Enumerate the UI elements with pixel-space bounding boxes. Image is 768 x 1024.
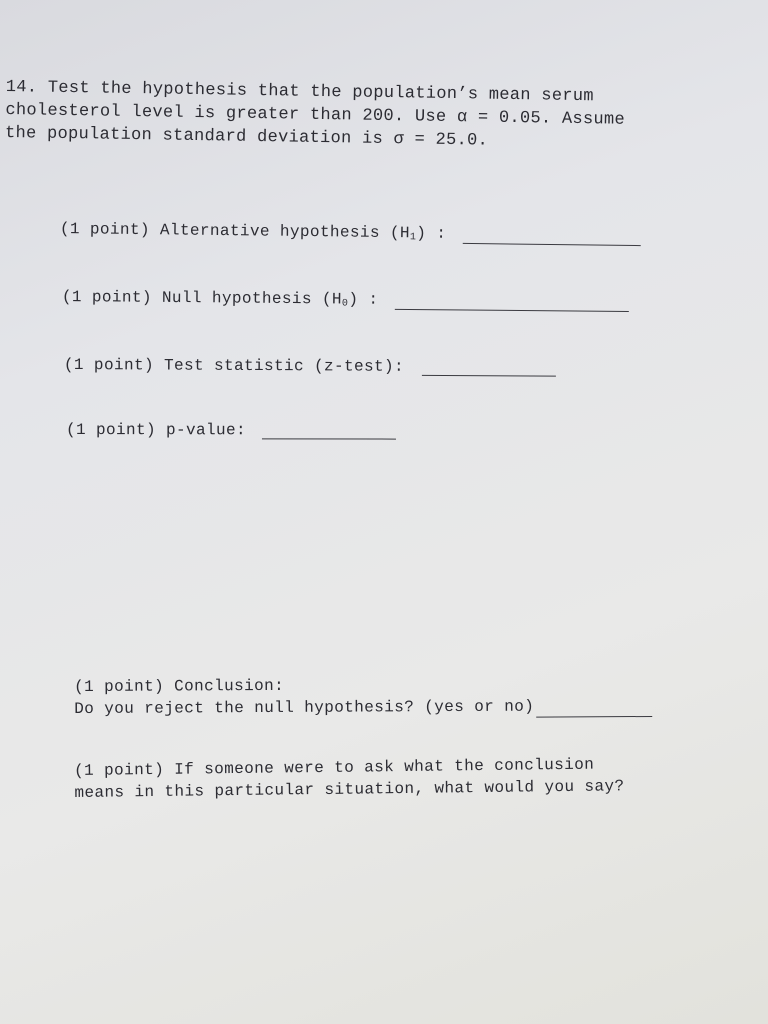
points-label: (1 point) [59, 220, 151, 240]
points-label: (1 point) [63, 356, 155, 375]
meaning-item [74, 753, 625, 804]
meaning-line-2: means in this particular situation, what would you say? [74, 777, 625, 802]
question-line-1: 14. Test the hypothesis that the population’s mean serum [5, 77, 594, 107]
points-label: (1 point) [65, 421, 157, 440]
alternative-hypothesis-item [60, 220, 641, 246]
points-label: (1 point) [61, 288, 153, 307]
alternative-hypothesis-answer-blank[interactable] [462, 242, 640, 246]
test-statistic-label: Test statistic (z-test): [163, 356, 405, 376]
question-prompt [5, 76, 711, 156]
question-line-3: the population standard deviation is σ = 25.0. [4, 123, 489, 151]
test-statistic-item [64, 356, 556, 377]
p-value-item [66, 421, 396, 440]
test-statistic-answer-blank[interactable] [422, 374, 556, 377]
null-hypothesis-item [62, 288, 629, 312]
null-hypothesis-label: Null hypothesis $(H_0)$ : [161, 288, 379, 310]
p-value-answer-blank[interactable] [262, 437, 396, 439]
conclusion-answer-blank[interactable] [536, 715, 652, 718]
alternative-hypothesis-label: Alternative hypothesis $(H_1)$ : [159, 221, 447, 244]
conclusion-item [74, 673, 652, 720]
null-hypothesis-answer-blank[interactable] [394, 308, 628, 312]
conclusion-question: Do you reject the null hypothesis? (yes or no) [74, 695, 652, 720]
question-line-2: cholesterol level is greater than 200. Use α = 0.05. Assume [5, 100, 626, 130]
conclusion-heading: (1 point) Conclusion: [74, 676, 285, 696]
p-value-label: p-value: [165, 421, 247, 440]
meaning-line-1: (1 point) If someone were to ask what the conclusion [74, 755, 595, 780]
